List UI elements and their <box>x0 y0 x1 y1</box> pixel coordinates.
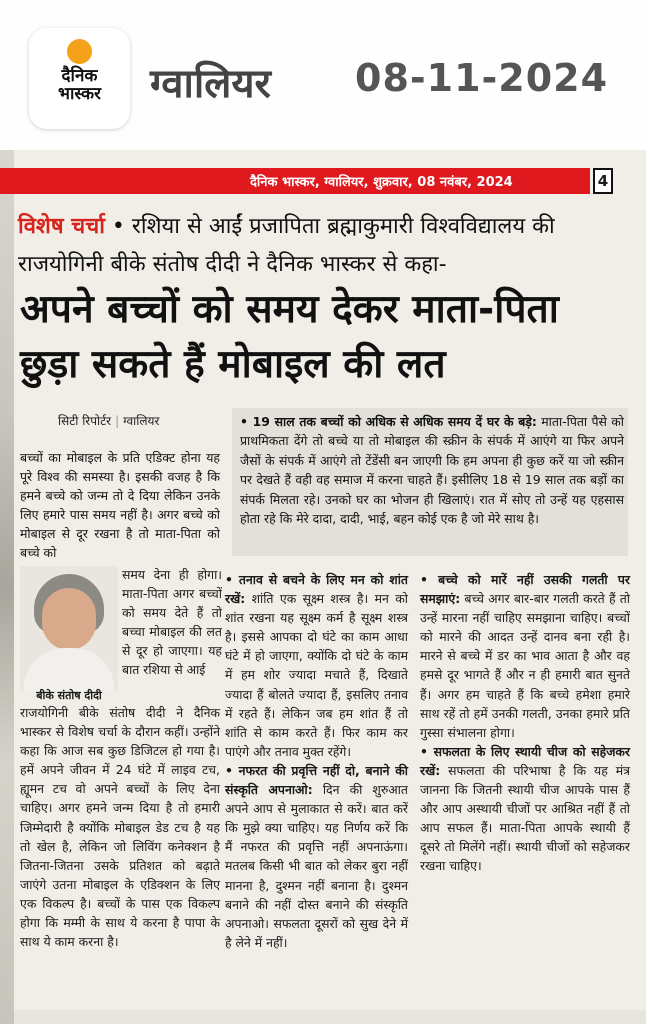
photo-caption: बीके संतोष दीदी <box>36 689 102 702</box>
kicker-text: • रशिया से आईं प्रजापिता ब्रह्माकुमारी विश्वविद्यालय की राजयोगिनी बीके संतोष दीदी ने दैनिक भास्कर से कहा- <box>18 214 555 277</box>
byline-city: ग्वालियर <box>123 414 160 428</box>
byline-reporter: सिटी रिपोर्टर <box>58 414 112 428</box>
edition-city: ग्वालियर <box>150 61 271 107</box>
col2-subhead-2: • नफरत की प्रवृत्ति नहीं दो, बनाने की संस्कृति अपनाओ: <box>225 762 408 798</box>
column-3: • बच्चे को मारें नहीं उसकी गलती पर समझाएं: बच्चे अगर बार-बार गलती करते हैं तो उन्हें मारना नहीं चाहिए समझाना चाहिए। बच्चों को मारने की आदत उन्हें दानव बना रही है। मारने से बच्चे में डर का भाव आता है और वह हमसे दूर भागते हैं और न ही हमारी बात सुनते हैं। अगर हम चाहते हैं कि बच्चे हमेशा हमारे साथ रहें तो हमें उनकी गलती, उनका हमारे प्रति गुस्सा संभालना होगा। • सफलता के लिए स्थायी चीज को सहेजकर रखें: सफलता की परिभाषा है कि यह मंत्र जानना कि जितनी स्थायी चीज आपके पास हैं और आप अस्थायी चीजों पर आश्रित नहीं हैं तो आप सफल हैं। माता-पिता आपके स्थायी हैं दूसरे तो मिलेंगे नहीं। स्थायी चीजों को सहेजकर रखना चाहिए। <box>420 572 630 874</box>
column-2: • तनाव से बचने के लिए मन को शांत रखें: शांति एक सूक्ष्म शस्त्र है। मन को शांत रखना यह सूक्ष्म कर्म है सूक्ष्म शस्त्र है। इससे आपका दो घंटे का काम आधा घंटे में हो जाएगा, क्योंकि दो घंटे के काम में हम शोर ज्यादा मचाते हैं, दिखाते ज्यादा हैं बोलते ज्यादा हैं, इसलिए तनाव में रहते हैं। लेकिन जब हम शांत हैं तो शांति से काम करते हैं। फिर काम कर पाएंगे और तनाव मुक्त रहेंगे। • नफरत की प्रवृत्ति नहीं दो, बनाने की संस्कृति अपनाओ: दिन की शुरुआत अपने आप से मुलाकात से करें। बात करें कि मुझे क्या चाहिए। यह निर्णय करें कि मैं नफरत की प्रवृत्ति नहीं अपनाऊंगा। मतलब किसी भी बात को लेकर बुरा नहीं मानना है, दुश्मन नहीं बनाना है। दुश्मन बनाने की नहीं दोस्त बनाने की संस्कृति अपनाओ। सफलता दूसरों को सुख देने में है लेने में नहीं। <box>225 572 408 950</box>
next-article-edge <box>14 1010 646 1024</box>
col2-subhead-1: • तनाव से बचने के लिए मन को शांत रखें: <box>225 572 408 607</box>
article-headline: अपने बच्चों को समय देकर माता-पिता छुड़ा सकते हैं मोबाइल की लत <box>20 287 559 387</box>
sun-icon <box>67 39 92 64</box>
adjacent-column-edge <box>0 150 14 1024</box>
column-1-top: बच्चों का मोबाइल के प्रति एडिक्ट होना यह पूरे विश्व की समस्या है। इसकी वजह है कि हमने बच्चे को जन्म तो दे दिया लेकिन उनके लिए हमारे पास समय नहीं है। अगर बच्चे को मोबाइल से दूर रखना है तो माता-पिता को बच्चे को <box>20 450 220 561</box>
column-1-mid: समय देना ही होगा। माता-पिता अगर बच्चों को समय देते हैं तो बच्चा मोबाइल की लत से दूर हो जाएगा। यह बात रशिया से आई <box>122 567 222 678</box>
paper-info: दैनिक भास्कर, ग्वालियर, शुक्रवार, 08 नवंबर, 2024 <box>250 175 513 190</box>
portrait-photo <box>20 566 118 691</box>
newspaper-clipping <box>0 150 646 1024</box>
col3-subhead-2: • सफलता के लिए स्थायी चीज को सहेजकर रखें: <box>420 743 630 778</box>
article-tag: विशेष चर्चा <box>18 214 105 239</box>
app-header <box>0 0 646 150</box>
page-number: 4 <box>593 168 613 194</box>
col3-subhead-1: • बच्चे को मारें नहीं उसकी गलती पर समझाएं: <box>420 572 630 607</box>
byline: सिटी रिपोर्टर | ग्वालियर <box>58 414 160 428</box>
dainik-bhaskar-logo[interactable] <box>29 28 130 129</box>
column-1-bottom: राजयोगिनी बीके संतोष दीदी ने दैनिक भास्कर से विशेष चर्चा के दौरान कहीं। उन्होंने कहा कि आज सब कुछ डिजिटल हो गया है। हमें अपने जीवन में 24 घंटे में लाइव टच, ह्यूमन टच वो अपने बच्चों के लिए देना चाहिए। अगर हमने जन्म दिया है तो हमारी जिम्मेदारी है क्योंकि मोबाइल डेड टच है यह तो खेल है, लेकिन जो लिविंग कनेक्शन है जितना-जितना उसके प्रतिशत को बढ़ाते जाएंगे उतना मोबाइल के एडिक्शन के लिए एक विकल्प है। बच्चों के पास एक विकल्प होगा कि मम्मी के साथ ये करना है पापा के साथ ये काम करना है। <box>20 705 220 950</box>
article-kicker <box>18 208 628 284</box>
edition-date: 08-11-2024 <box>355 56 609 100</box>
highlight-subhead: • 19 साल तक बच्चों को अधिक से अधिक समय दें घर के बड़े: <box>240 414 537 429</box>
logo-line1: दैनिक <box>61 66 98 86</box>
logo-line2: भास्कर <box>58 83 101 104</box>
highlight-text: • 19 साल तक बच्चों को अधिक से अधिक समय दें घर के बड़े: माता-पिता पैसे को प्राथमिकता देंगे तो बच्चे या तो मोबाइल की स्क्रीन के संपर्क में आएंगे या फिर अपने जैसों के संपर्क में आएंगे तो टेंडेंसी बन जाएगी कि हम अपना ही कुछ करें या जो स्क्रीन पर देखते हैं वही वह समाज में करना चाहते हैं। इसीलिए 18 से 19 साल तक बड़ों का संपर्क मिलता रहे। उनको घर का भोजन ही खिलाएं। रात में सोए तो उन्हें यह एहसास होता रहे कि मेरे दादा, दादी, भाई, बहन कोई एक है जो मेरे साथ है। <box>240 414 624 527</box>
